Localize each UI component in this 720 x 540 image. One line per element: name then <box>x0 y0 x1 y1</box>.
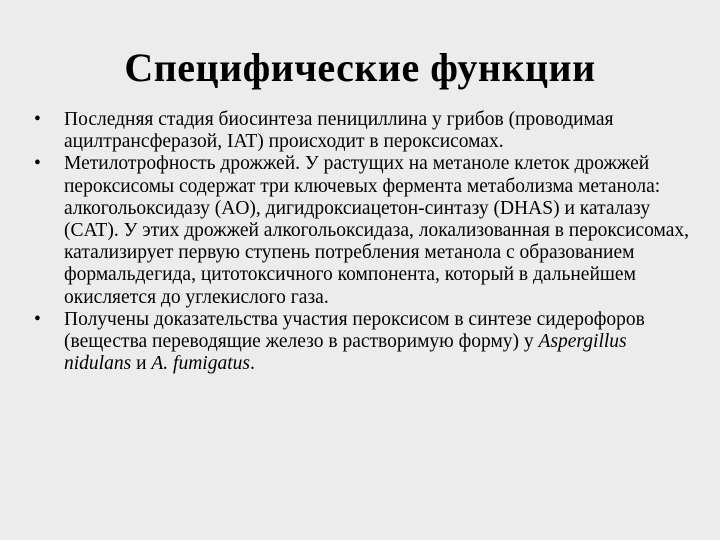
sentence-end: . <box>249 353 255 375</box>
bullet-item-3 <box>34 309 694 376</box>
bullet-list <box>34 109 694 375</box>
bullet-text-2: Метилотрофность дрожжей. У растущих на метаноле клеток дрожжей пероксисомы содержат три ключевых фермента метаболизма метанола: алкогольоксидазу (AO), дигидроксиацетон-синтазу (DHAS) и каталазу (CAT). У этих дрожжей алкогольоксидаза, локализованная в пероксисомах, катализирует первую ступень потребления метанола с образованием формальдегида, цитотоксичного компонента, который в дальнейшем окисляется до углекислого газа. <box>64 153 689 308</box>
bullet-item-1 <box>34 109 694 153</box>
bullet-marker: • <box>34 153 41 175</box>
bullet-item-2 <box>34 153 694 308</box>
bullet-marker: • <box>34 109 41 130</box>
slide-title: Специфические функции <box>124 45 596 90</box>
bullet-text-3 <box>64 309 694 376</box>
species-name-aspergillus-nidulans: Aspergillus nidulans <box>64 331 627 375</box>
conjunction: и <box>131 353 152 375</box>
species-name-a-fumigatus: A. fumigatus <box>151 353 250 375</box>
bullet-marker: • <box>34 308 41 330</box>
bullet-text-3-lead: Получены доказательства участия пероксисом в синтезе сидерофоров (вещества переводящие железо в растворимую форму) у <box>64 308 645 353</box>
bullet-text-1: Последняя стадия биосинтеза пенициллина у грибов (проводимая ацилтрансферазой, IAT) происходит в пероксисомах. <box>64 109 614 153</box>
